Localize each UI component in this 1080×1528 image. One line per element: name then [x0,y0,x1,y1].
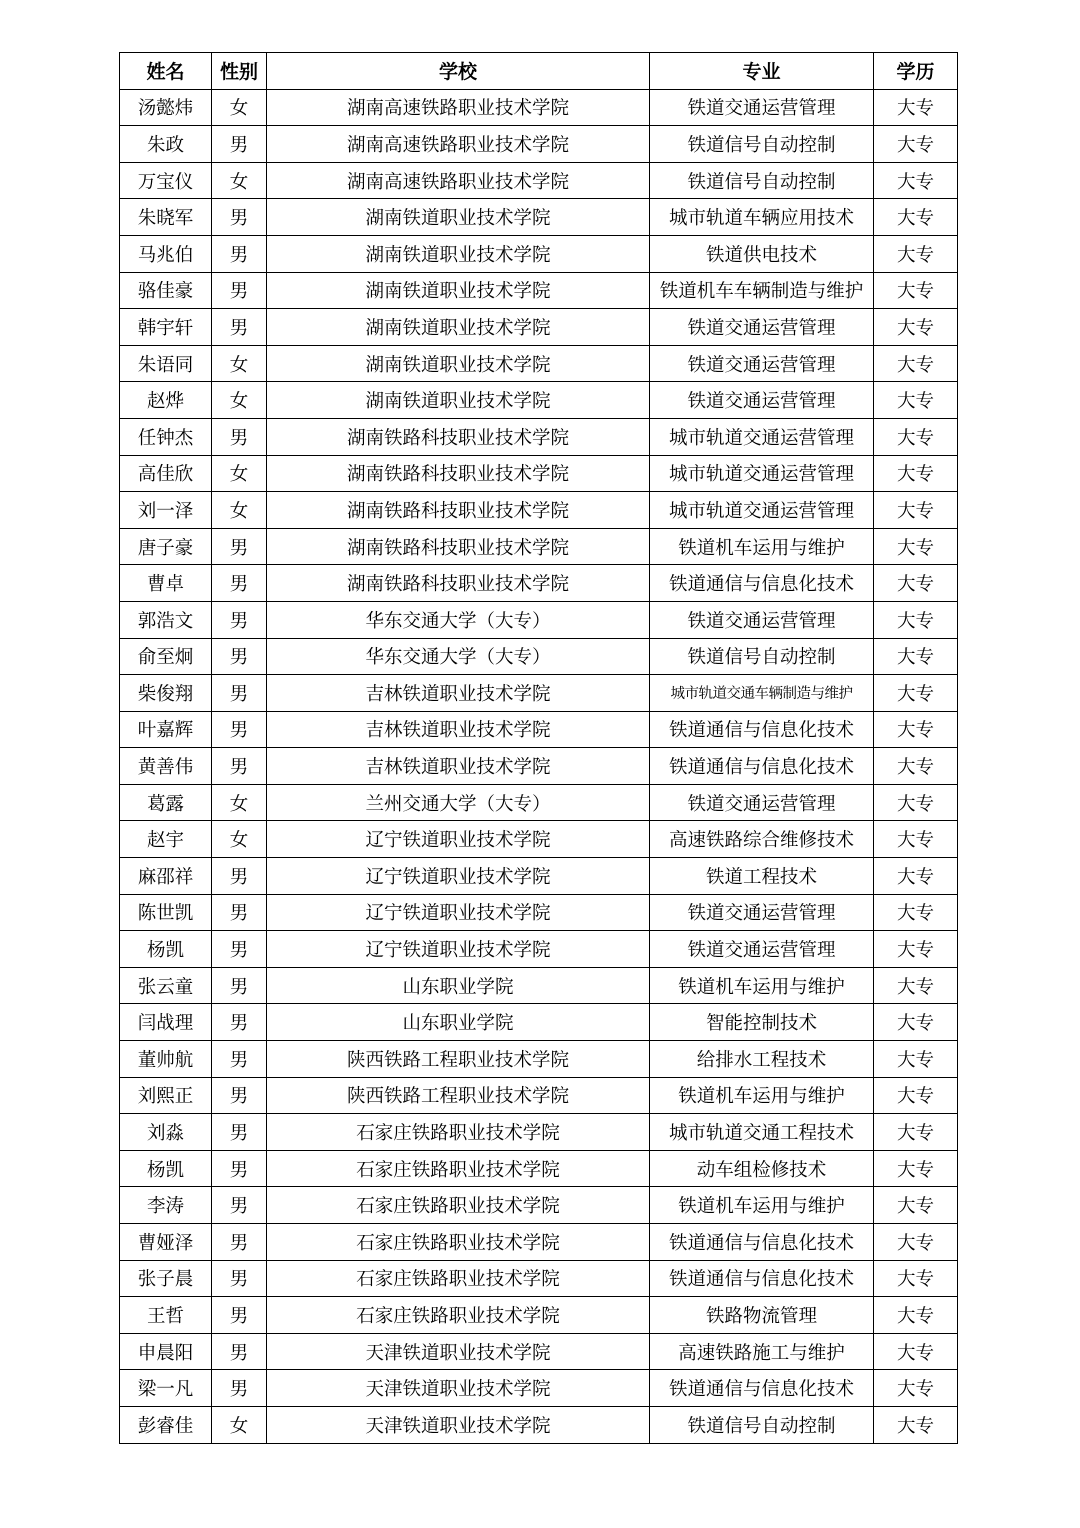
cell-gender: 男 [212,931,267,968]
cell-school: 吉林铁道职业技术学院 [267,711,650,748]
cell-education: 大专 [874,528,958,565]
table-row [120,1004,958,1041]
table-row [120,821,958,858]
table-row [120,565,958,602]
table-row [120,345,958,382]
cell-school: 石家庄铁路职业技术学院 [267,1114,650,1151]
cell-school: 湖南铁道职业技术学院 [267,199,650,236]
cell-name: 陈世凯 [120,894,212,931]
cell-name: 梁一凡 [120,1370,212,1407]
table-row [120,1297,958,1334]
cell-school: 吉林铁道职业技术学院 [267,675,650,712]
cell-education: 大专 [874,748,958,785]
cell-school: 湖南铁路科技职业技术学院 [267,418,650,455]
cell-school: 陕西铁路工程职业技术学院 [267,1077,650,1114]
cell-major: 铁路物流管理 [650,1297,874,1334]
cell-major: 铁道交通运营管理 [650,382,874,419]
table-row [120,1370,958,1407]
table-row [120,418,958,455]
cell-name: 刘一泽 [120,492,212,529]
table-row [120,1114,958,1151]
cell-gender: 女 [212,492,267,529]
cell-name: 柴俊翔 [120,675,212,712]
table-row [120,784,958,821]
cell-education: 大专 [874,858,958,895]
cell-gender: 男 [212,528,267,565]
cell-name: 朱晓军 [120,199,212,236]
header-row [120,53,958,90]
cell-major: 铁道机车运用与维护 [650,1187,874,1224]
cell-education: 大专 [874,784,958,821]
cell-gender: 男 [212,235,267,272]
cell-gender: 男 [212,1260,267,1297]
cell-name: 张子晨 [120,1260,212,1297]
cell-major: 铁道机车运用与维护 [650,528,874,565]
cell-name: 朱政 [120,126,212,163]
cell-major: 高速铁路施工与维护 [650,1333,874,1370]
cell-name: 朱语同 [120,345,212,382]
cell-name: 王哲 [120,1297,212,1334]
cell-major: 铁道通信与信息化技术 [650,1224,874,1261]
cell-major: 铁道交通运营管理 [650,345,874,382]
cell-gender: 男 [212,565,267,602]
cell-gender: 男 [212,1004,267,1041]
cell-school: 辽宁铁道职业技术学院 [267,858,650,895]
cell-school: 山东职业学院 [267,1004,650,1041]
cell-gender: 男 [212,1224,267,1261]
cell-major: 给排水工程技术 [650,1041,874,1078]
cell-school: 湖南铁路科技职业技术学院 [267,492,650,529]
cell-major: 铁道交通运营管理 [650,601,874,638]
cell-name: 赵宇 [120,821,212,858]
table-row [120,272,958,309]
cell-name: 刘淼 [120,1114,212,1151]
cell-education: 大专 [874,1187,958,1224]
cell-name: 骆佳豪 [120,272,212,309]
cell-name: 麻邵祥 [120,858,212,895]
table-row [120,528,958,565]
cell-gender: 男 [212,1187,267,1224]
cell-school: 石家庄铁路职业技术学院 [267,1150,650,1187]
cell-education: 大专 [874,1114,958,1151]
cell-school: 山东职业学院 [267,967,650,1004]
cell-major: 铁道机车运用与维护 [650,1077,874,1114]
cell-name: 闫战理 [120,1004,212,1041]
cell-education: 大专 [874,126,958,163]
cell-education: 大专 [874,1224,958,1261]
cell-education: 大专 [874,931,958,968]
cell-gender: 男 [212,601,267,638]
cell-education: 大专 [874,89,958,126]
cell-name: 李涛 [120,1187,212,1224]
cell-education: 大专 [874,492,958,529]
student-roster-table [119,52,958,1444]
cell-gender: 男 [212,1114,267,1151]
cell-education: 大专 [874,711,958,748]
header-major: 专业 [650,53,874,90]
cell-name: 马兆伯 [120,235,212,272]
table-row [120,126,958,163]
cell-education: 大专 [874,675,958,712]
table-row [120,748,958,785]
cell-school: 辽宁铁道职业技术学院 [267,894,650,931]
table-row [120,235,958,272]
table-row [120,1150,958,1187]
table-row [120,1077,958,1114]
cell-education: 大专 [874,1077,958,1114]
cell-education: 大专 [874,1260,958,1297]
table-row [120,455,958,492]
cell-gender: 男 [212,1333,267,1370]
cell-gender: 男 [212,418,267,455]
cell-education: 大专 [874,162,958,199]
cell-education: 大专 [874,821,958,858]
table-row [120,711,958,748]
table-row [120,638,958,675]
cell-education: 大专 [874,1370,958,1407]
table-row [120,967,958,1004]
cell-major: 铁道交通运营管理 [650,784,874,821]
cell-school: 湖南铁路科技职业技术学院 [267,528,650,565]
cell-education: 大专 [874,967,958,1004]
cell-gender: 男 [212,1077,267,1114]
cell-major: 城市轨道交通运营管理 [650,455,874,492]
table-row [120,199,958,236]
cell-school: 石家庄铁路职业技术学院 [267,1187,650,1224]
cell-name: 申晨阳 [120,1333,212,1370]
cell-school: 石家庄铁路职业技术学院 [267,1260,650,1297]
cell-school: 辽宁铁道职业技术学院 [267,821,650,858]
cell-gender: 女 [212,345,267,382]
cell-name: 任钟杰 [120,418,212,455]
cell-gender: 男 [212,1041,267,1078]
cell-name: 曹卓 [120,565,212,602]
cell-major: 动车组检修技术 [650,1150,874,1187]
table-row [120,675,958,712]
cell-name: 刘熙正 [120,1077,212,1114]
cell-gender: 男 [212,309,267,346]
table-row [120,89,958,126]
cell-major: 铁道机车车辆制造与维护 [650,272,874,309]
cell-major: 铁道机车运用与维护 [650,967,874,1004]
cell-name: 董帅航 [120,1041,212,1078]
table-row [120,382,958,419]
cell-education: 大专 [874,1333,958,1370]
cell-gender: 男 [212,967,267,1004]
cell-name: 汤懿炜 [120,89,212,126]
cell-name: 赵烨 [120,382,212,419]
cell-gender: 男 [212,748,267,785]
cell-gender: 女 [212,1406,267,1443]
table-row [120,931,958,968]
header-education: 学历 [874,53,958,90]
cell-school: 湖南铁路科技职业技术学院 [267,565,650,602]
table-row [120,894,958,931]
cell-name: 张云童 [120,967,212,1004]
cell-education: 大专 [874,1297,958,1334]
cell-school: 湖南铁道职业技术学院 [267,235,650,272]
cell-gender: 男 [212,894,267,931]
cell-major: 铁道供电技术 [650,235,874,272]
cell-gender: 男 [212,1297,267,1334]
cell-education: 大专 [874,1004,958,1041]
cell-name: 叶嘉辉 [120,711,212,748]
cell-school: 湖南铁路科技职业技术学院 [267,455,650,492]
cell-school: 兰州交通大学（大专） [267,784,650,821]
cell-major: 铁道通信与信息化技术 [650,1260,874,1297]
cell-name: 黄善伟 [120,748,212,785]
cell-major: 铁道交通运营管理 [650,894,874,931]
cell-major: 城市轨道交通运营管理 [650,492,874,529]
cell-gender: 男 [212,199,267,236]
cell-major: 铁道通信与信息化技术 [650,565,874,602]
cell-school: 湖南高速铁路职业技术学院 [267,162,650,199]
table-row [120,1187,958,1224]
cell-education: 大专 [874,235,958,272]
cell-name: 彭睿佳 [120,1406,212,1443]
table-row [120,858,958,895]
cell-gender: 男 [212,858,267,895]
table-row [120,1224,958,1261]
cell-school: 石家庄铁路职业技术学院 [267,1297,650,1334]
cell-school: 天津铁道职业技术学院 [267,1370,650,1407]
cell-gender: 女 [212,784,267,821]
cell-major: 城市轨道车辆应用技术 [650,199,874,236]
cell-name: 韩宇轩 [120,309,212,346]
cell-major: 铁道通信与信息化技术 [650,711,874,748]
cell-education: 大专 [874,1406,958,1443]
cell-education: 大专 [874,382,958,419]
cell-school: 天津铁道职业技术学院 [267,1406,650,1443]
cell-gender: 男 [212,272,267,309]
cell-gender: 男 [212,675,267,712]
cell-gender: 男 [212,711,267,748]
cell-major: 铁道通信与信息化技术 [650,748,874,785]
cell-major: 智能控制技术 [650,1004,874,1041]
cell-name: 杨凯 [120,1150,212,1187]
cell-name: 唐子豪 [120,528,212,565]
cell-major: 铁道信号自动控制 [650,162,874,199]
cell-gender: 男 [212,1370,267,1407]
cell-major: 铁道交通运营管理 [650,309,874,346]
cell-name: 曹娅泽 [120,1224,212,1261]
cell-education: 大专 [874,345,958,382]
cell-major: 铁道信号自动控制 [650,638,874,675]
table-row [120,492,958,529]
table-row [120,1041,958,1078]
cell-gender: 男 [212,126,267,163]
cell-major: 铁道通信与信息化技术 [650,1370,874,1407]
cell-gender: 女 [212,162,267,199]
cell-school: 华东交通大学（大专） [267,601,650,638]
cell-school: 湖南铁道职业技术学院 [267,382,650,419]
cell-gender: 男 [212,638,267,675]
header-school: 学校 [267,53,650,90]
table-row [120,1260,958,1297]
cell-name: 郭浩文 [120,601,212,638]
cell-school: 陕西铁路工程职业技术学院 [267,1041,650,1078]
cell-major: 城市轨道交通运营管理 [650,418,874,455]
cell-name: 葛露 [120,784,212,821]
cell-gender: 女 [212,382,267,419]
cell-school: 湖南高速铁路职业技术学院 [267,89,650,126]
cell-education: 大专 [874,601,958,638]
header-name: 姓名 [120,53,212,90]
cell-major: 城市轨道交通工程技术 [650,1114,874,1151]
cell-major: 铁道信号自动控制 [650,126,874,163]
cell-name: 高佳欣 [120,455,212,492]
cell-school: 湖南铁道职业技术学院 [267,345,650,382]
cell-school: 辽宁铁道职业技术学院 [267,931,650,968]
table-row [120,309,958,346]
cell-education: 大专 [874,894,958,931]
table-row [120,1406,958,1443]
cell-name: 万宝仪 [120,162,212,199]
cell-major: 铁道交通运营管理 [650,931,874,968]
table-body [120,89,958,1443]
cell-school: 石家庄铁路职业技术学院 [267,1224,650,1261]
table-row [120,601,958,638]
cell-school: 华东交通大学（大专） [267,638,650,675]
cell-gender: 女 [212,455,267,492]
cell-education: 大专 [874,309,958,346]
cell-major: 铁道交通运营管理 [650,89,874,126]
cell-name: 俞至炯 [120,638,212,675]
cell-education: 大专 [874,199,958,236]
cell-education: 大专 [874,638,958,675]
cell-major: 铁道信号自动控制 [650,1406,874,1443]
cell-school: 天津铁道职业技术学院 [267,1333,650,1370]
table-row [120,1333,958,1370]
cell-education: 大专 [874,272,958,309]
header-gender: 性别 [212,53,267,90]
cell-gender: 女 [212,89,267,126]
cell-education: 大专 [874,418,958,455]
cell-gender: 女 [212,821,267,858]
cell-education: 大专 [874,1041,958,1078]
cell-education: 大专 [874,1150,958,1187]
cell-major: 高速铁路综合维修技术 [650,821,874,858]
table-header [120,53,958,90]
cell-major: 城市轨道交通车辆制造与维护 [650,675,874,712]
cell-education: 大专 [874,565,958,602]
cell-name: 杨凯 [120,931,212,968]
cell-school: 湖南铁道职业技术学院 [267,309,650,346]
cell-school: 湖南铁道职业技术学院 [267,272,650,309]
cell-gender: 男 [212,1150,267,1187]
cell-major: 铁道工程技术 [650,858,874,895]
cell-education: 大专 [874,455,958,492]
cell-school: 吉林铁道职业技术学院 [267,748,650,785]
table-row [120,162,958,199]
cell-school: 湖南高速铁路职业技术学院 [267,126,650,163]
